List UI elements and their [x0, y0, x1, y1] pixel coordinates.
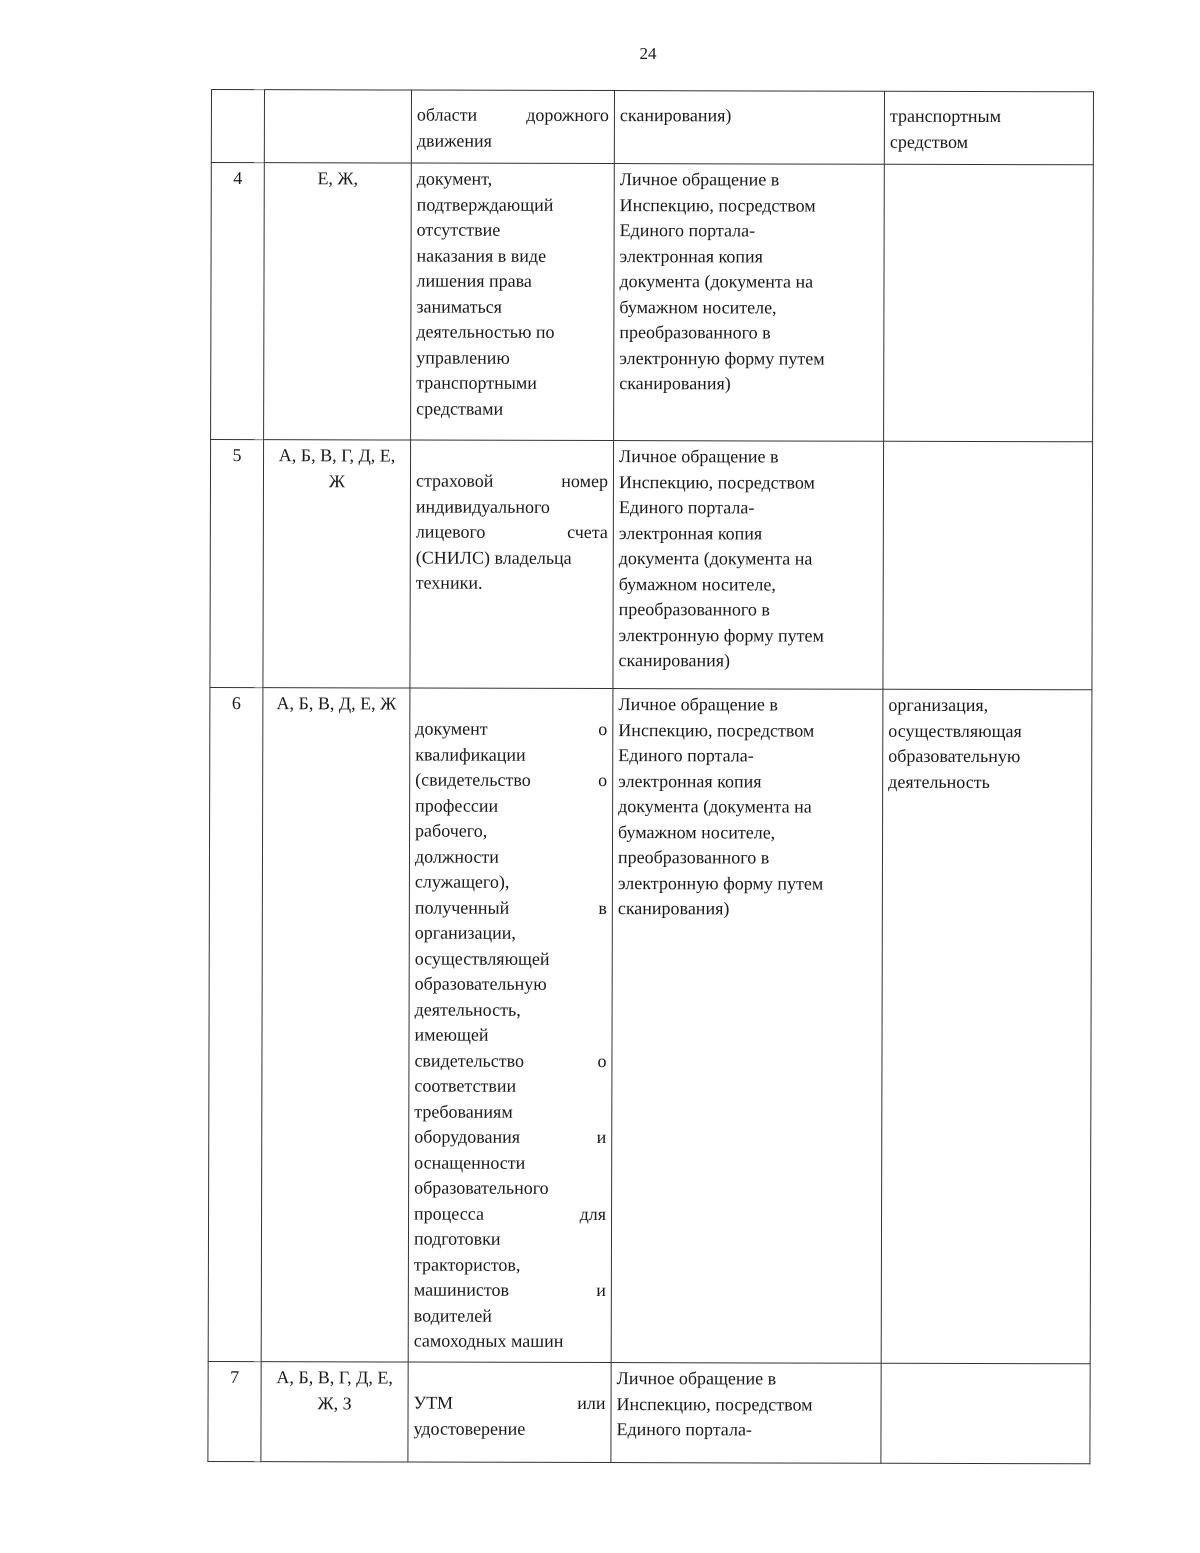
table-row: [208, 687, 1092, 1363]
method-line: Личное обращение в: [619, 446, 779, 467]
method-line: преобразованного в: [619, 322, 771, 343]
issuer-line: осуществляющая: [888, 720, 1022, 741]
document-line: документ,: [416, 168, 493, 189]
issuer-cell: [884, 91, 1093, 165]
table-row: [211, 90, 1093, 165]
method-line: бумажном носителе,: [619, 296, 777, 317]
document-line: процесса для: [414, 1203, 607, 1224]
document-line: (свидетельство о: [415, 769, 608, 791]
method-line: Инспекцию, посредством: [619, 194, 816, 216]
table-row: [210, 440, 1093, 690]
document-line: трактористов,: [413, 1254, 521, 1275]
document-line: транспортными: [416, 372, 537, 393]
document-line: страховой номер: [415, 470, 609, 492]
method-line: электронная копия: [618, 522, 763, 543]
row-number-cell: 7: [208, 1361, 261, 1461]
method-line: Единого портала-: [619, 220, 756, 241]
document-line: образовательную: [414, 973, 547, 994]
document-line: требованиям: [414, 1101, 513, 1122]
method-line: Личное обращение в: [616, 1368, 777, 1389]
document-line: квалификации: [415, 744, 526, 765]
document-table: [207, 89, 1094, 1464]
categories-cell: А, Б, В, Г, Д, Е, Ж: [263, 440, 411, 688]
document-line: профессии: [415, 795, 499, 816]
method-line: сканирования): [619, 105, 732, 126]
document-line: (СНИЛС) владельца: [415, 547, 572, 568]
issuer-line: организация,: [888, 694, 989, 716]
document-line: осуществляющей: [414, 948, 550, 969]
document-line: подтверждающий: [416, 194, 554, 215]
method-line: документа (документа на: [618, 548, 813, 569]
document-line: организации,: [414, 922, 516, 943]
document-line: образовательного: [414, 1177, 549, 1198]
document-line: свидетельство о: [414, 1050, 607, 1071]
document-line: служащего),: [414, 871, 510, 892]
method-line: Единого портала-: [618, 745, 754, 766]
document-line: деятельность,: [414, 999, 521, 1020]
document-line: техники.: [415, 572, 483, 593]
document-line: индивидуального: [415, 496, 550, 517]
method-line: электронная копия: [618, 770, 762, 791]
document-line: водителей: [413, 1305, 492, 1326]
categories-cell: А, Б, В, Г, Д, Е, Ж, З: [261, 1362, 408, 1462]
categories-cell: [264, 90, 411, 163]
document-line: заниматься: [416, 296, 502, 317]
row-number-cell: 5: [210, 440, 264, 688]
document-line: оборудования и: [414, 1126, 607, 1148]
method-line: Личное обращение в: [619, 169, 780, 190]
document-line: удостоверение: [413, 1418, 526, 1439]
document-line: деятельностью по: [416, 321, 555, 342]
document-line: управлению: [416, 347, 510, 368]
issuer-cell: [883, 441, 1093, 690]
method-line: бумажном носителе,: [618, 573, 776, 594]
method-line: электронную форму путем: [619, 347, 825, 369]
document-line: подготовки: [413, 1228, 501, 1249]
method-cell: [614, 91, 884, 165]
document-cell: [411, 90, 614, 164]
table-row: [211, 163, 1094, 442]
document-line: рабочего,: [415, 820, 488, 841]
row-number-cell: 6: [208, 687, 263, 1361]
document-line: машинистов и: [413, 1279, 606, 1301]
method-line: электронная копия: [619, 245, 763, 266]
method-line: бумажном носителе,: [618, 821, 776, 842]
method-line: сканирования): [617, 898, 730, 919]
document-line: соответствии: [414, 1075, 517, 1096]
document-line: области дорожного: [416, 104, 609, 126]
method-line: электронную форму путем: [618, 624, 824, 646]
issuer-line: деятельность: [888, 771, 990, 792]
table-row: [208, 1361, 1090, 1463]
document-line: движения: [416, 130, 492, 151]
method-line: сканирования): [619, 373, 731, 394]
document-cell: [408, 1362, 611, 1463]
document-line: оснащенности: [414, 1152, 526, 1173]
issuer-line: средством: [889, 131, 969, 152]
method-line: электронную форму путем: [617, 872, 824, 894]
method-cell: [611, 689, 883, 1364]
document-line: полученный в: [414, 897, 607, 918]
document-cell: [411, 163, 615, 441]
categories-cell: Е, Ж,: [264, 163, 412, 440]
issuer-line: транспортным: [889, 105, 1002, 127]
method-line: Инспекцию, посредством: [618, 719, 815, 741]
document-line: средствами: [416, 398, 504, 419]
row-number-cell: 4: [211, 163, 265, 440]
issuer-cell: [884, 164, 1094, 442]
method-line: Единого портала-: [616, 1419, 752, 1440]
document-line: лицевого счета: [415, 521, 608, 543]
document-cell: [410, 440, 614, 689]
document-line: лишения права: [416, 270, 532, 291]
document-line: должности: [414, 846, 499, 867]
method-line: Личное обращение в: [618, 694, 778, 715]
issuer-line: образовательную: [888, 745, 1021, 767]
document-line: документ о: [415, 718, 608, 740]
method-line: документа (документа на: [618, 796, 812, 817]
method-cell: [611, 1363, 881, 1464]
document-line: отсутствие: [416, 219, 501, 240]
document-cell: [408, 688, 613, 1363]
issuer-cell: [881, 1363, 1090, 1464]
method-cell: [614, 164, 885, 442]
method-line: Инспекцию, посредством: [618, 471, 815, 493]
document-line: имеющей: [414, 1024, 489, 1045]
issuer-cell: [881, 689, 1092, 1364]
method-line: Единого портала-: [618, 497, 755, 518]
method-line: документа (документа на: [619, 271, 814, 292]
page-number: 24: [639, 44, 657, 63]
row-number-cell: [211, 90, 264, 163]
method-line: сканирования): [618, 650, 731, 671]
document-line: УТМ или: [413, 1392, 606, 1414]
document-line: наказания в виде: [416, 245, 547, 266]
method-line: преобразованного в: [617, 847, 770, 868]
method-cell: [613, 441, 884, 690]
categories-cell: А, Б, В, Д, Е, Ж: [261, 688, 410, 1362]
document-line: самоходных машин: [413, 1330, 564, 1351]
method-line: Инспекцию, посредством: [616, 1393, 813, 1415]
method-line: преобразованного в: [618, 599, 770, 620]
